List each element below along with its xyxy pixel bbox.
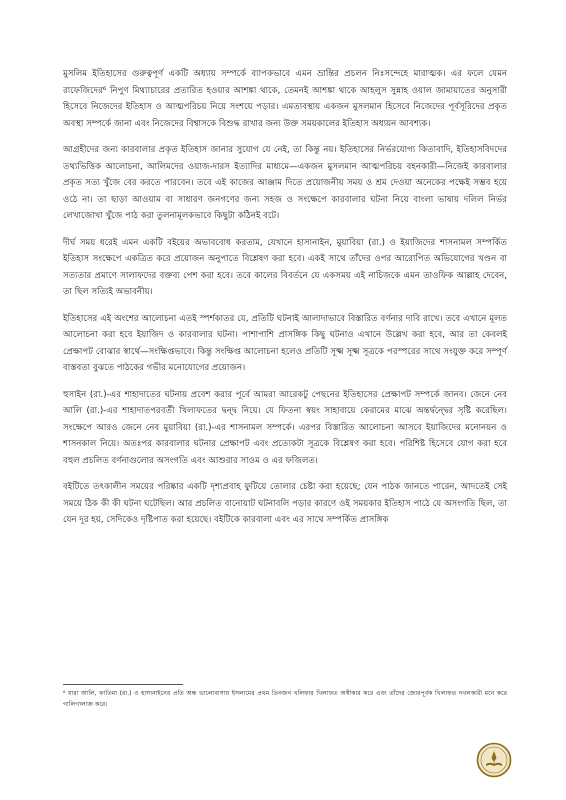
paragraph-6: বইটিতে তৎকালীন সময়ের পরিষ্কার একটি দৃশ্যপ্রবাহ ফুটিয়ে তোলার চেষ্টা করা হয়েছে; যেন পাঠক জানতে পারেন, আদতেই সেই সময়ে ঠিক কী কী ঘটনা ঘটেছিল। আর প্রচলিত বানোয়াট ঘটনাবলি পড়ার কারণে ওই সময়কার ইতিহাস পাঠে যে অসংগতি ছিল, তা যেন দূর হয়, সেদিকেও দৃষ্টিপাত করা হয়েছে। বইটিকে কারবালা এবং এর সাথে সম্পর্কিত প্রাসঙ্গিক	[63, 482, 507, 525]
footnote-separator	[63, 684, 183, 685]
body-text	[63, 66, 507, 539]
paragraph-1: মুসলিম ইতিহাসের গুরুত্বপূর্ণ একটি অধ্যায় সম্পর্কে ব্যাপকভাবে এমন ভ্রান্তির প্রচলন নিঃসন্দেহে মারাত্মক। এর ফলে যেমন রাফেজিদের⁶ নিপুণ মিথ্যাচারের প্রতারিত হওয়ার আশঙ্কা থাকে, তেমনই আশঙ্কা থাকে আহলুস সুন্নাহ ওয়াল জামায়াতের অনুসারী হিসেবে নিজেদের ইতিহাস ও আত্মপরিচয় নিয়ে সংশয়ে পড়ার। এমতাবস্থায় একজন মুসলমান হিসেবে নিজেদের পূর্বসূরিদের প্রকৃত অবস্থা সম্পর্কে জানা এবং নিজেদের বিশ্বাসকে বিশুদ্ধ রাখার জন্য উক্ত সময়কালের ইতিহাস অধ্যয়ন আবশ্যক।	[63, 69, 507, 129]
paragraph-4: ইতিহাসের এই অংশের আলোচনা এতই স্পর্শকাতর যে, প্রতিটি ঘটনাই আলাদাভাবে বিস্তারিত বর্ণনার দাবি রাখে। তবে এখানে মূলত আলোচনা করা হবে ইয়াজিদ ও কারবালার ঘটনা। পাশাপাশি প্রাসঙ্গিক কিছু ঘটনাও এখানে উল্লেখ করা হবে, আর তা কেবলই প্রেক্ষাপট বোঝার স্বার্থে—সংক্ষিপ্তভাবে। কিন্তু সংক্ষিপ্ত আলোচনা হলেও প্রতিটি সূক্ষ্ম সূক্ষ্ম সূত্রকে পরস্পরের সাথে সংযুক্ত করে সম্পূর্ণ বাস্তবতা বুঝতে পাঠকের গভীর মনোযোগের প্রয়োজন।	[63, 313, 507, 373]
paragraph-2: আগ্রহীদের জন্য কারবালার প্রকৃত ইতিহাস জানার সুযোগ যে নেই, তা কিন্তু নয়। ইতিহাসের নির্ভরযোগ্য কিতাবাদি, ইতিহাসবিদদের তথ্যভিত্তিক আলোচনা, আলিমদের ওয়াজ-দারস ইত্যাদির মাধ্যমে—একজন মুসলমান আত্মপরিচয় বহনকারী—নিজেই কারবালার প্রকৃত সত্য খুঁজে বের করতে পারবেন। তবে এই কাজের আঞ্জাম দিতে প্রয়োজনীয় সময় ও শ্রম দেওয়া অনেকের পক্ষেই সম্ভব হয়ে ওঠে না। তা ছাড়া আওয়াম বা সাধারণ জনগণের জন্য সহজ ও সংক্ষেপে কারবালার ঘটনা নিয়ে বাংলা ভাষায় দলিল নির্ভর লেখাজোখা খুঁজে পাঠ করা তুলনামূলকভাবে কিছুটা কঠিনই বটে।	[63, 145, 507, 221]
paragraph-3: দীর্ঘ সময় ধরেই এমন একটি বইয়ের অভাববোধ করতাম, যেখানে হাসানাইন, মুয়াবিয়া (রা.) ও ইয়াজিদের শাসনামল সম্পর্কিত ইতিহাস সংক্ষেপে একত্রিত করে প্রয়োজন অনুপাতে বিশ্লেষণ করা হবে। একই সাথে তাঁদের ওপর আরোপিত অভিযোগের খণ্ডন বা সত্যতার প্রমাণে সালাফদের বক্তব্য পেশ করা হবে। তবে কালের বিবর্তনে যে একসময় এই নাচিজকে এমন তাওফিক আল্লাহ দেবেন, তা ছিল সত্যিই অভাবনীয়।	[63, 237, 507, 297]
paragraph-5: হুসাইন (রা.)-এর শাহাদাতের ঘটনায় প্রবেশ করার পূর্বে আমরা আরেকটু পেছনের ইতিহাসের প্রেক্ষাপট সম্পর্কে জানব। জেনে নেব আলি (রা.)-এর শাহাদাতপরবর্তী খিলাফতের দ্বন্দ্ব নিয়ে। যে ফিতনা স্বয়ং সাহাবায়ে কেরামের মাঝে অন্তর্দ্বন্দ্বের সৃষ্টি করেছিল। সংক্ষেপে আরও জেনে নেব মুয়াবিয়া (রা.)-এর শাসনামল সম্পর্কে। এরপর বিস্তারিত আলোচনা আসবে ইয়াজিদের মনোনয়ন ও শাসনকাল নিয়ে। অতঃপর কারবালার ঘটনার প্রেক্ষাপট এবং প্রত্যেকটা সূত্রকে বিশ্লেষণ করা হবে। পরিশিষ্ট হিসেবে যোগ করা হবে বহুল প্রচলিত বর্ণনাগুলোর অসংগতি এবং আশুরার সাওম ও এর ফজিলত।	[63, 389, 507, 466]
footnote: ⁶ যারা আলি, ফাতিমা (রা.) ও হাসানাইনের প্রতি অন্ধ ভালোবাসায় ইসলামের প্রথম তিনজন খলিফার খিলাফত অস্বীকার করে এবং তাঁদের জোরপূর্বক খিলাফত দখলকারী মনে করে গালিগালাজ করে।	[63, 690, 507, 708]
book-quill-emblem-icon	[476, 742, 512, 778]
